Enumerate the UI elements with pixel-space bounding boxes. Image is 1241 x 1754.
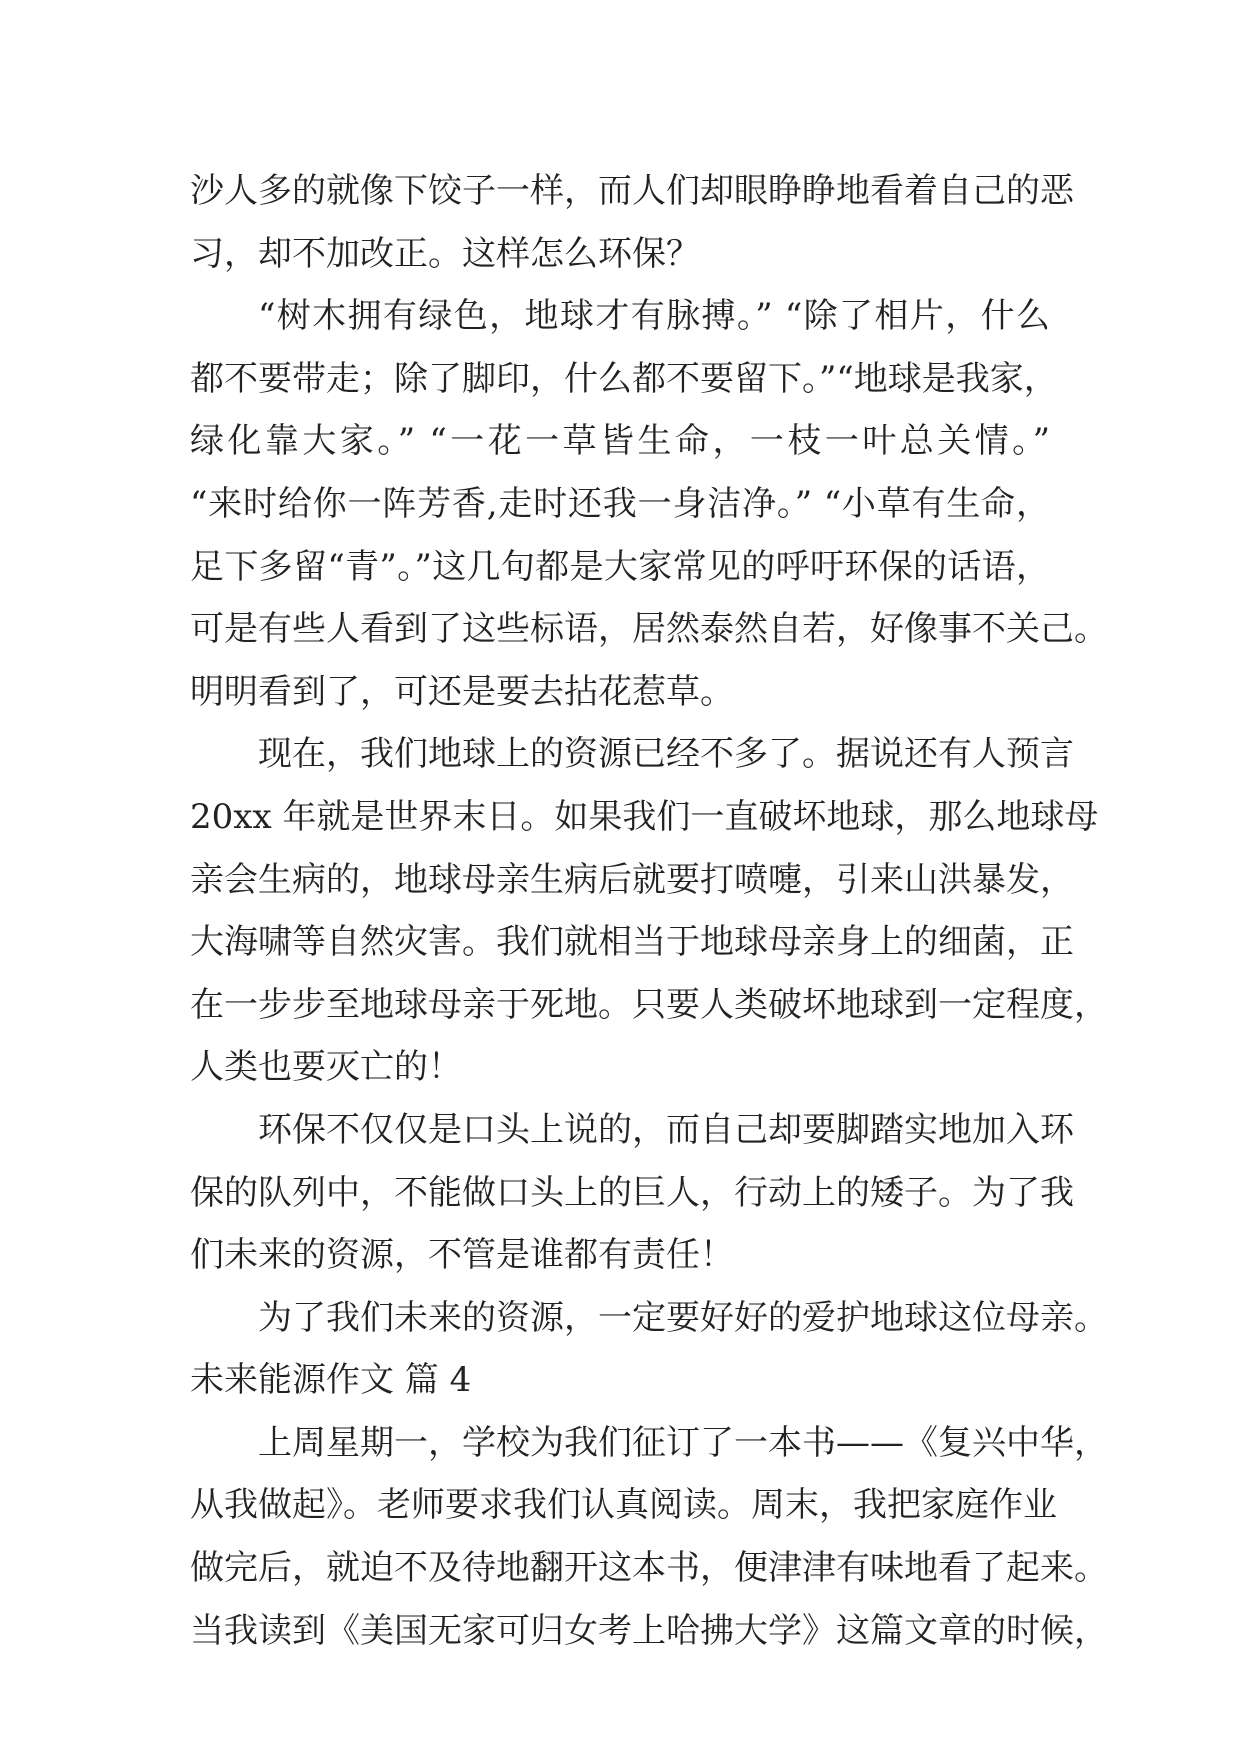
text-line: 做完后，就迫不及待地翻开这本书，便津津有味地看了起来。 [190, 1548, 1108, 1589]
text-line: 当我读到《美国无家可归女考上哈拂大学》这篇文章的时候， [190, 1610, 1108, 1651]
text-line: 20xx 年就是世界末日。如果我们一直破坏地球，那么地球母 [190, 796, 1099, 837]
text-line: 亲会生病的，地球母亲生病后就要打喷嚏，引来山洪暴发， [190, 859, 1074, 900]
text-line: 从我做起》。老师要求我们认真阅读。周末，我把家庭作业 [190, 1485, 1057, 1526]
text-line: 们未来的资源，不管是谁都有责任！ [190, 1235, 734, 1276]
text-line: “来时给你一阵芳香,走时还我一身洁净。” “小草有生命， [190, 483, 1050, 524]
text-line: 为了我们未来的资源，一定要好好的爱护地球这位母亲。 [258, 1297, 1108, 1338]
text-line: 绿化靠大家。” “一花一草皆生命，一枝一叶总关情。” [190, 421, 1050, 462]
text-line: 都不要带走；除了脚印，什么都不要留下。”“地球是我家， [190, 358, 1058, 399]
text-line: 环保不仅仅是口头上说的，而自己却要脚踏实地加入环 [258, 1109, 1074, 1150]
document-body [190, 160, 1108, 1662]
section-heading: 未来能源作文 篇 4 [190, 1360, 472, 1401]
text-line: 人类也要灭亡的！ [190, 1047, 462, 1088]
text-line: 习，却不加改正。这样怎么环保？ [190, 233, 700, 274]
text-line: 沙人多的就像下饺子一样，而人们却眼睁睁地看着自己的恶 [190, 171, 1074, 211]
text-line: 明明看到了，可还是要去拈花惹草。 [190, 671, 734, 712]
text-line: 可是有些人看到了这些标语，居然泰然自若，好像事不关己。 [190, 609, 1108, 650]
text-line: 现在，我们地球上的资源已经不多了。据说还有人预言 [258, 734, 1074, 775]
text-line: 上周星期一，学校为我们征订了一本书——《复兴中华， [258, 1422, 1108, 1463]
text-line: 足下多留“青”。”这几句都是大家常见的呼吁环保的话语， [190, 546, 1050, 587]
text-line: 在一步步至地球母亲于死地。只要人类破坏地球到一定程度， [190, 984, 1108, 1025]
text-line: 大海啸等自然灾害。我们就相当于地球母亲身上的细菌，正 [190, 922, 1074, 963]
text-line: “树木拥有绿色，地球才有脉搏。” “除了相片，什么 [258, 296, 1050, 337]
text-line: 保的队列中，不能做口头上的巨人，行动上的矮子。为了我 [190, 1172, 1074, 1213]
